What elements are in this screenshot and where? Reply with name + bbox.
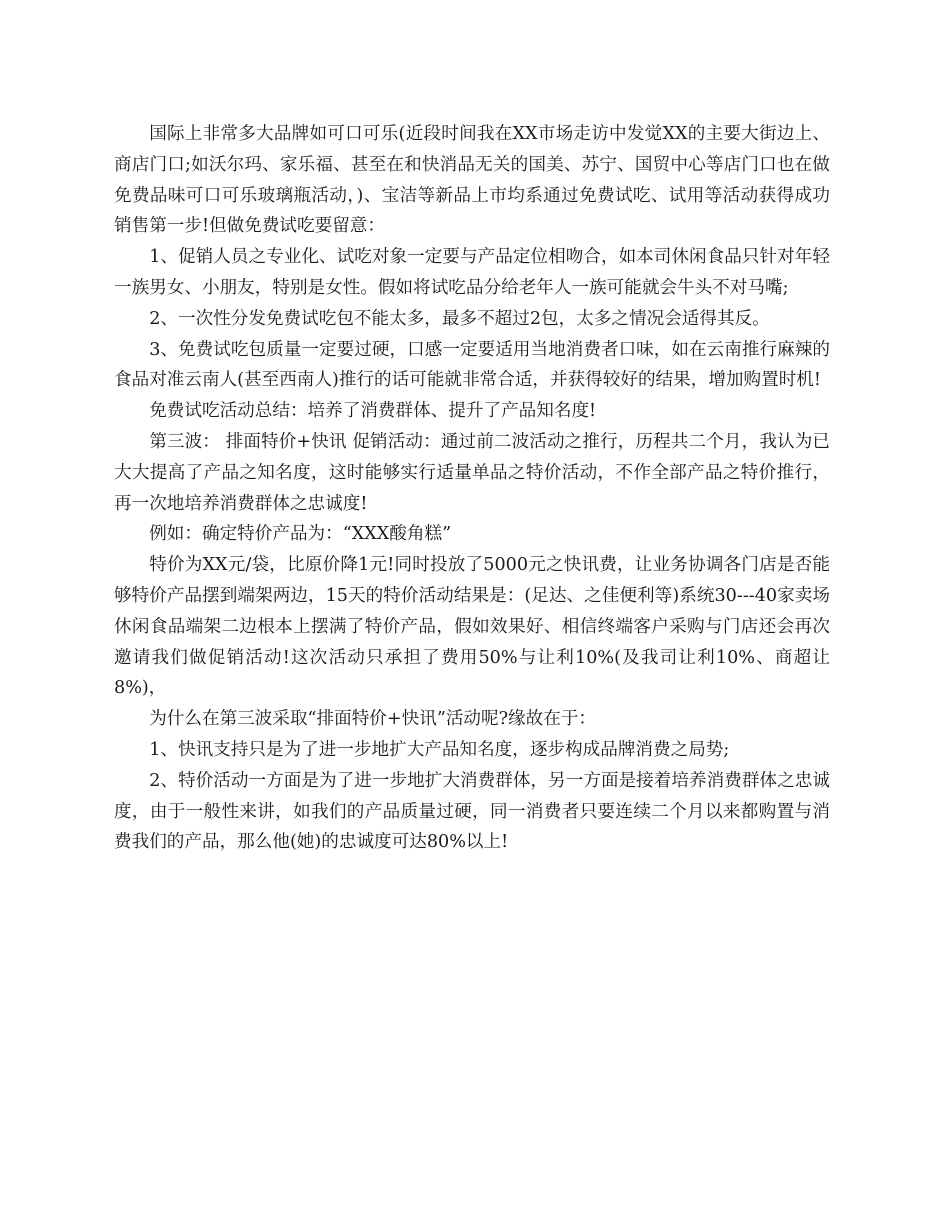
paragraph-point-3: 3、免费试吃包质量一定要过硬，口感一定要适用当地消费者口味，如在云南推行麻辣的食品对准云南人(甚至西南人)推行的话可能就非常合适，并获得较好的结果，增加购置时机! xyxy=(114,339,830,391)
paragraph-point-1: 1、促销人员之专业化、试吃对象一定要与产品定位相吻合，如本司休闲食品只针对年轻一族男女、小朋友，特别是女性。假如将试吃品分给老年人一族可能就会牛头不对马嘴; xyxy=(114,247,830,298)
paragraph-third-wave: 第三波： 排面特价+快讯 促销活动：通过前二波活动之推行，历程共二个月，我认为已大大提高了产品之知名度，这时能够实行适量单品之特价活动，不作全部产品之特价推行，再一次地培养消费群体之忠诚度! xyxy=(114,431,830,514)
paragraph-example: 例如：确定特价产品为：“XXX酸角糕” xyxy=(149,524,452,545)
paragraph-reason-1: 1、快讯支持只是为了进一步地扩大产品知名度，逐步构成品牌消费之局势; xyxy=(149,739,730,760)
paragraph-point-2: 2、一次性分发免费试吃包不能太多，最多不超过2包，太多之情况会适得其反。 xyxy=(149,308,770,329)
paragraph-trial-summary: 免费试吃活动总结：培养了消费群体、提升了产品知名度! xyxy=(149,401,597,422)
paragraph-why-question: 为什么在第三波采取“排面特价+快讯”活动呢?缘故在于： xyxy=(149,709,597,730)
paragraph-intro: 国际上非常多大品牌如可口可乐(近段时间我在XX市场走访中发觉XX的主要大街边上、商店门口;如沃尔玛、家乐福、甚至在和快消品无关的国美、苏宁、国贸中心等店门口也在做免费品味可口可乐玻璃瓶活动，)、宝洁等新品上市均系通过免费试吃、试用等活动获得成功销售第一步!但做免费试吃要留意： xyxy=(114,124,830,237)
paragraph-reason-2: 2、特价活动一方面是为了进一步地扩大消费群体，另一方面是接着培养消费群体之忠诚度，由于一般性来讲，如我们的产品质量过硬，同一消费者只要连续二个月以来都购置与消费我们的产品，那么他(她)的忠诚度可达80%以上! xyxy=(114,770,830,853)
paragraph-special-price: 特价为XX元/袋，比原价降1元!同时投放了5000元之快讯费，让业务协调各门店是否能够特价产品摆到端架两边，15天的特价活动结果是：(足达、之佳便利等)系统30---40家卖场休闲食品端架二边根本上摆满了特价产品，假如效果好、相信终端客户采购与门店还会再次邀请我们做促销活动!这次活动只承担了费用50%与让利10%(及我司让利10%、商超让8%)， xyxy=(114,555,830,699)
document-body xyxy=(114,119,830,858)
